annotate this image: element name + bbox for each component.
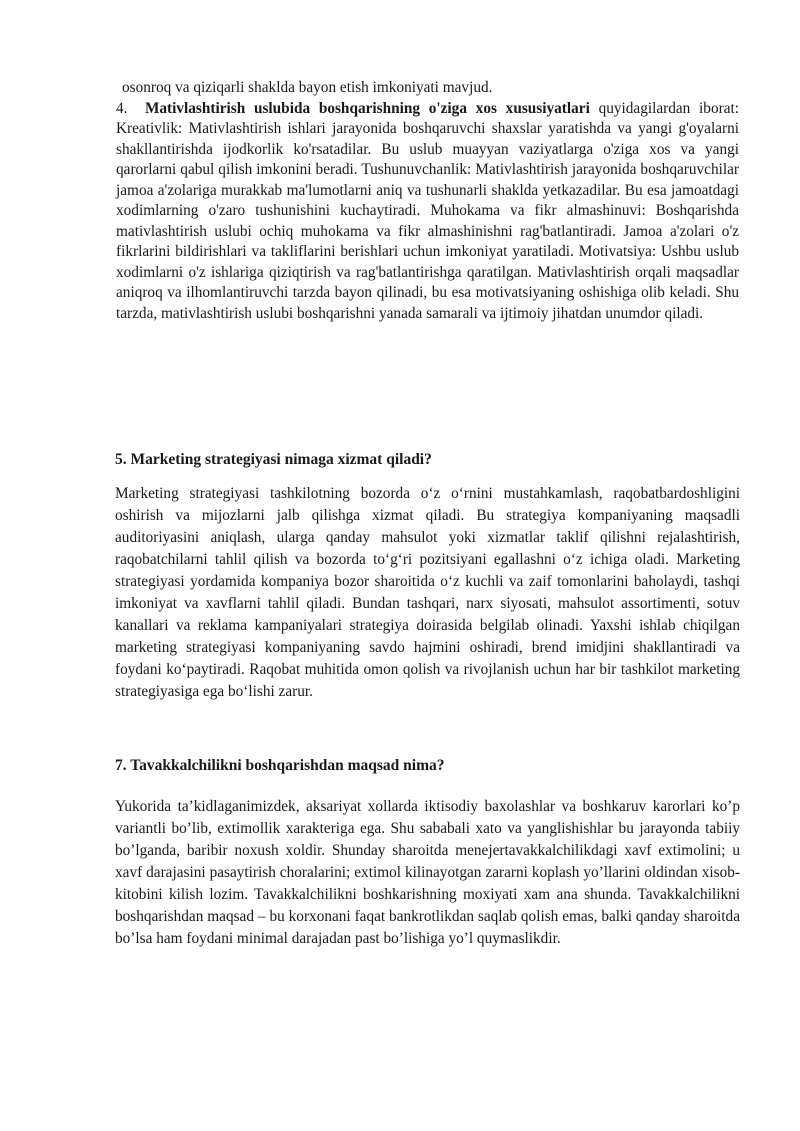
section5-heading: 5. Marketing strategiyasi nimaga xizmat qiladi? — [115, 451, 432, 468]
section7-body: Yukorida ta’kidlaganimizdek, aksariyat xollarda iktisodiy baxolashlar va boshkaruv karorlari ko’p variantli bo’lib, extimollik xarakteriga ega. Shu sababali xato va yanglishishlar bu jarayonda tabiiy bo’lganda, baribir noxush xoldir. Shunday sharoitda menejertavakkalchilikdagi xavf extimolini; u xavf darajasini pasaytirish choralarini; extimol kilinayotgan zararni koplash yo’llarini oldindan xisob-kitobini kilish lozim. Tavakkalchilikni boshkarishning moxiyati xam ana shunda. Tavakkalchilikni boshqarishdan maqsad – bu korxonani faqat bankrotlikdan saqlab qolish emas, balki qanday sharoitda bo’lsa ham foydani minimal darajadan past bo’lishiga yo’l quymaslikdir. — [115, 798, 740, 947]
section5-block — [115, 450, 740, 703]
item4-number: 4. — [116, 99, 128, 117]
item4-block — [116, 78, 739, 324]
continuation-paragraph: osonroq va qiziqarli shaklda bayon etish imkoniyati mavjud. — [122, 79, 493, 96]
item4-body: quyidagilardan iborat: Kreativlik: Mativlashtirish ishlari jarayonida boshqaruvchi shaxslar yaratishda va yangi g'oyalarni shakllantirishda ijodkorlik ko'rsatadilar. Bu uslub muayyan vaziyatlarga o'ziga xos va yangi qarorlarni qabul qilish imkonini beradi. Tushunuvchanlik: Mativlashtirish jarayonida boshqaruvchilar jamoa a'zolariga murakkab ma'lumotlarni aniq va tushunarli shaklda yetkazadilar. Bu esa jamoatdagi xodimlarning o'zaro tushunishini kuchaytiradi. Muhokama va fikr almashinuvi: Boshqarishda mativlashtirish uslubi ochiq muhokama va fikr almashinishni rag'batlantiradi. Jamoa a'zolari o'z fikrlarini bildirishlari va takliflarini berishlari uchun imkoniyat yaratiladi. Motivatsiya: Ushbu uslub xodimlarni o'z ishlariga qiziqtirish va rag'batlantirishga qaratilgan. Mativlashtirish orqali maqsadlar aniqroq va ilhomlantiruvchi tarzda bayon qilinadi, bu esa motivatsiyaning oshishiga olib keladi. Shu tarzda, mativlashtirish uslubi boshqarishni yanada samarali va ijtimoiy jihatdan unumdor qiladi. — [116, 99, 739, 322]
section7-block — [115, 756, 740, 950]
section7-heading: 7. Tavakkalchilikni boshqarishdan maqsad nima? — [115, 757, 445, 774]
item4-paragraph — [116, 99, 739, 325]
item4-heading: Mativlashtirish uslubida boshqarishning o'ziga xos xususiyatlari — [144, 99, 590, 117]
section5-body: Marketing strategiyasi tashkilotning bozorda o‘z o‘rnini mustahkamlash, raqobatbardoshligini oshirish va mijozlarni jalb qilishga xizmat qiladi. Bu strategiya kompaniyaning maqsadli auditoriyasini aniqlash, ularga qanday mahsulot yoki xizmatlar taklif qilishni rejalashtirish, raqobatchilarni tahlil qilish va bozorda to‘g‘ri pozitsiyani egallashni o‘z ichiga oladi. Marketing strategiyasi yordamida kompaniya bozor sharoitida o‘z kuchli va zaif tomonlarini baholaydi, tashqi imkoniyat va xavflarni tahlil qiladi. Bundan tashqari, narx siyosati, mahsulot assortimenti, sotuv kanallari va reklama kampaniyalari strategiya doirasida belgilab olinadi. Yaxshi ishlab chiqilgan marketing strategiyasi kompaniyaning savdo hajmini oshiradi, brend imidjini shakllantiradi va foydani ko‘paytiradi. Raqobat muhitida omon qolish va rivojlanish uchun har bir tashkilot marketing strategiyasiga ega bo‘lishi zarur. — [115, 485, 740, 700]
